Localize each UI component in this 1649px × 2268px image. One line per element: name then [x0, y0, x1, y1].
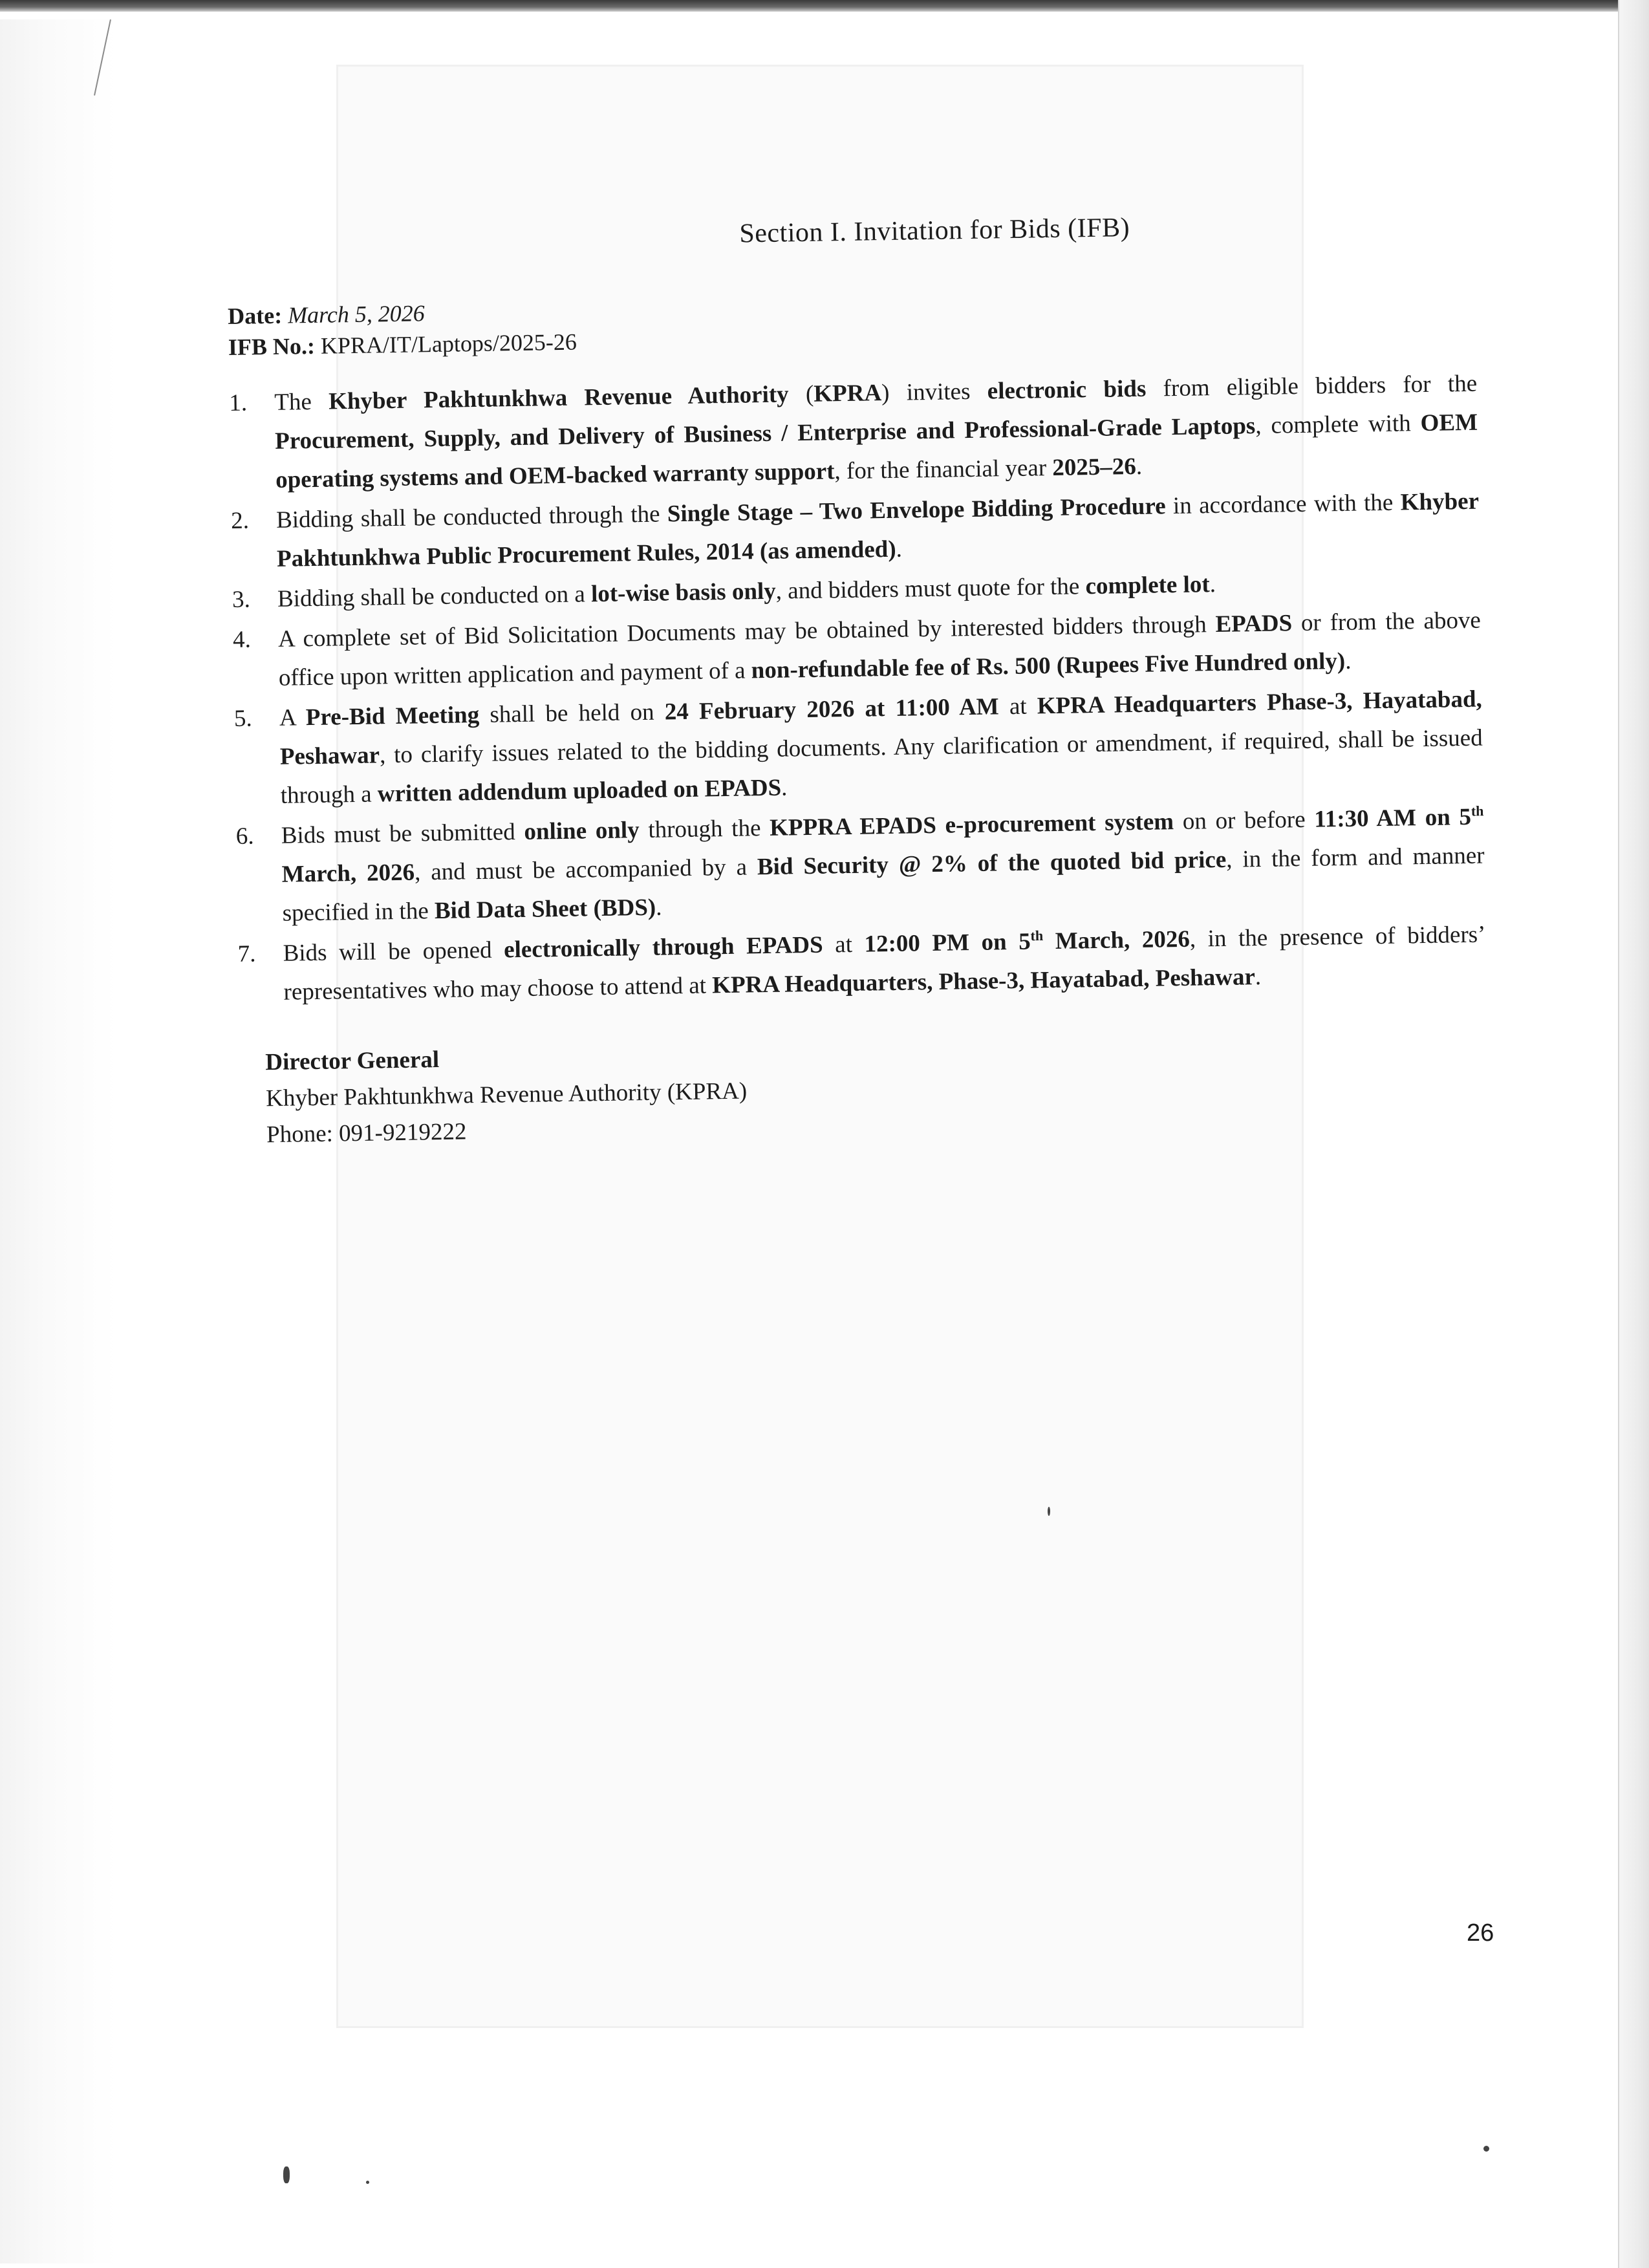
clause-text [283, 922, 1485, 1006]
document-page [226, 207, 1489, 1154]
clause-plain-text: or from the above office upon written application and payment of a [278, 607, 1482, 691]
clause-plain-text: , in the form and manner specified in the [282, 842, 1485, 927]
page-number: 26 [1467, 1919, 1494, 1947]
scan-speck [283, 2166, 290, 2183]
clause-bold-text: 2025–26 [1052, 453, 1137, 481]
clause-bold-text [1030, 927, 1043, 944]
clause-number: 6. [235, 823, 254, 850]
clause-bold-text: 11:30 AM on 5 [1314, 803, 1472, 833]
clause-bold-text: complete lot [1085, 571, 1210, 600]
section-title: Section I. Invitation for Bids (IFB) [739, 213, 1130, 249]
clause-plain-text: The [274, 388, 329, 416]
clause-bold-text: written addendum uploaded on EPADS [377, 774, 782, 808]
clause-item [229, 365, 1479, 501]
clause-text [274, 371, 1478, 493]
clause-plain-text: at [998, 693, 1038, 720]
clause-bold-text: non-refundable fee of Rs. 500 (Rupees Five Hundred only) [751, 647, 1346, 684]
clause-superscript: th [1471, 803, 1484, 819]
clause-plain-text: . [1136, 453, 1143, 480]
clause-plain-text: through the [639, 814, 770, 844]
clause-plain-text: , for the financial year [834, 454, 1053, 485]
clause-bold-text: online only [524, 817, 640, 845]
clause-list [229, 365, 1487, 1013]
clause-item [235, 798, 1485, 934]
signatory-title: Director General [264, 1046, 440, 1076]
clause-bold-text: March, 2026 [281, 859, 415, 888]
clause-plain-text: from eligible bidders for the [1145, 370, 1478, 402]
clause-bold-text: 12:00 PM on 5 [864, 928, 1031, 958]
clause-plain-text: . [1344, 647, 1352, 675]
clause-bold-text: electronically through EPADS [503, 931, 823, 964]
clause-plain-text: . [1209, 571, 1216, 598]
clause-superscript: th [1030, 927, 1044, 944]
clause-bold-text: lot-wise basis only [590, 578, 777, 608]
clause-bold-text: Pre-Bid Meeting [305, 701, 480, 731]
clause-number: 3. [232, 586, 251, 613]
clause-bold-text: Procurement, Supply, and Delivery of Business / Enterprise and Professional-Grade Laptops [274, 413, 1256, 455]
clause-number: 2. [230, 507, 250, 534]
signatory-phone: Phone: 091-9219222 [266, 1118, 467, 1149]
clause-text [281, 804, 1484, 927]
clause-plain-text: Bidding shall be conducted on a [277, 581, 592, 612]
clause-plain-text: , and bidders must quote for the [775, 573, 1086, 605]
date-value: March 5, 2026 [287, 300, 426, 329]
ifb-value: KPRA/IT/Laptops/2025-26 [320, 329, 577, 359]
ifb-label: IFB No.: [228, 332, 316, 360]
scan-speck [1048, 1507, 1050, 1516]
clause-bold-text: KPRA Headquarters, Phase-3, Hayatabad, Peshawar [711, 964, 1256, 999]
clause-number: 5. [233, 705, 253, 732]
clause-plain-text: in accordance with the [1165, 489, 1401, 520]
clause-bold-text: electronic bids [987, 375, 1147, 405]
scan-top-edge [0, 0, 1649, 12]
clause-text [277, 571, 1216, 612]
clause-bold-text: KPRA [813, 380, 882, 407]
clause-plain-text: A [279, 704, 307, 731]
clause-bold-text: Bid Data Sheet (BDS) [434, 894, 656, 925]
clause-plain-text: Bids must be submitted [281, 818, 524, 849]
clause-bold-text: Khyber Pakhtunkhwa Public Procurement Rules, 2014 (as amended) [276, 488, 1480, 572]
clause-plain-text: . [1255, 964, 1262, 991]
clause-number: 7. [237, 940, 256, 967]
clause-plain-text: ( [788, 380, 814, 408]
scan-right-edge [1618, 0, 1649, 2268]
clause-plain-text: ) invites [881, 378, 988, 407]
signature-block [239, 1026, 1489, 1154]
clause-plain-text: , to clarify issues related to the bidding documents. Any clarification or amendment, if required, shall be issued through a [280, 724, 1483, 809]
clause-plain-text: Bids will be opened [283, 936, 504, 967]
clause-bold-text: EPADS [1215, 610, 1293, 638]
clause-bold-text [1471, 803, 1484, 819]
clause-number: 1. [228, 389, 248, 416]
clause-plain-text: at [823, 931, 865, 958]
scan-speck [1483, 2146, 1489, 2152]
clause-plain-text: . [781, 774, 788, 801]
clause-plain-text: , complete with [1255, 410, 1421, 440]
clause-plain-text: , in the presence of bidders’ representatives who may choose to attend at [283, 921, 1486, 1006]
clause-plain-text: Bidding shall be conducted through the [275, 501, 668, 534]
clause-plain-text: shall be held on [479, 698, 665, 728]
clause-bold-text: KPRA Headquarters Phase-3, Hayatabad, Peshawar [279, 686, 1483, 770]
clause-bold-text: Bid Security @ 2% of the quoted bid price [757, 846, 1227, 881]
clause-bold-text: Khyber Pakhtunkhwa Revenue Authority [328, 381, 789, 415]
scan-speck [366, 2181, 369, 2184]
clause-plain-text: on or before [1173, 806, 1315, 836]
clause-number: 4. [232, 626, 252, 653]
date-label: Date: [227, 302, 283, 329]
clause-item [233, 680, 1483, 816]
scan-left-fold-shadow [0, 19, 116, 2263]
clause-plain-text: A complete set of Bid Solicitation Documents may be obtained by interested bidders through [277, 611, 1216, 653]
clause-plain-text: . [655, 894, 662, 921]
clause-text [279, 686, 1483, 809]
clause-text [276, 488, 1479, 572]
clause-plain-text: , and must be accompanied by a [414, 854, 758, 886]
clause-bold-text: 24 February 2026 at 11:00 AM [664, 693, 999, 726]
clause-text [278, 607, 1481, 691]
clause-plain-text: . [896, 535, 903, 563]
clause-bold-text: March, 2026 [1042, 925, 1191, 955]
clause-bold-text: Single Stage – Two Envelope Bidding Procedure [667, 493, 1166, 528]
signatory-organization: Khyber Pakhtunkhwa Revenue Authority (KPRA) [265, 1077, 748, 1112]
clause-bold-text: KPPRA EPADS e-procurement system [769, 808, 1174, 841]
clause-bold-text: OEM operating systems and OEM-backed warranty support [275, 409, 1478, 493]
